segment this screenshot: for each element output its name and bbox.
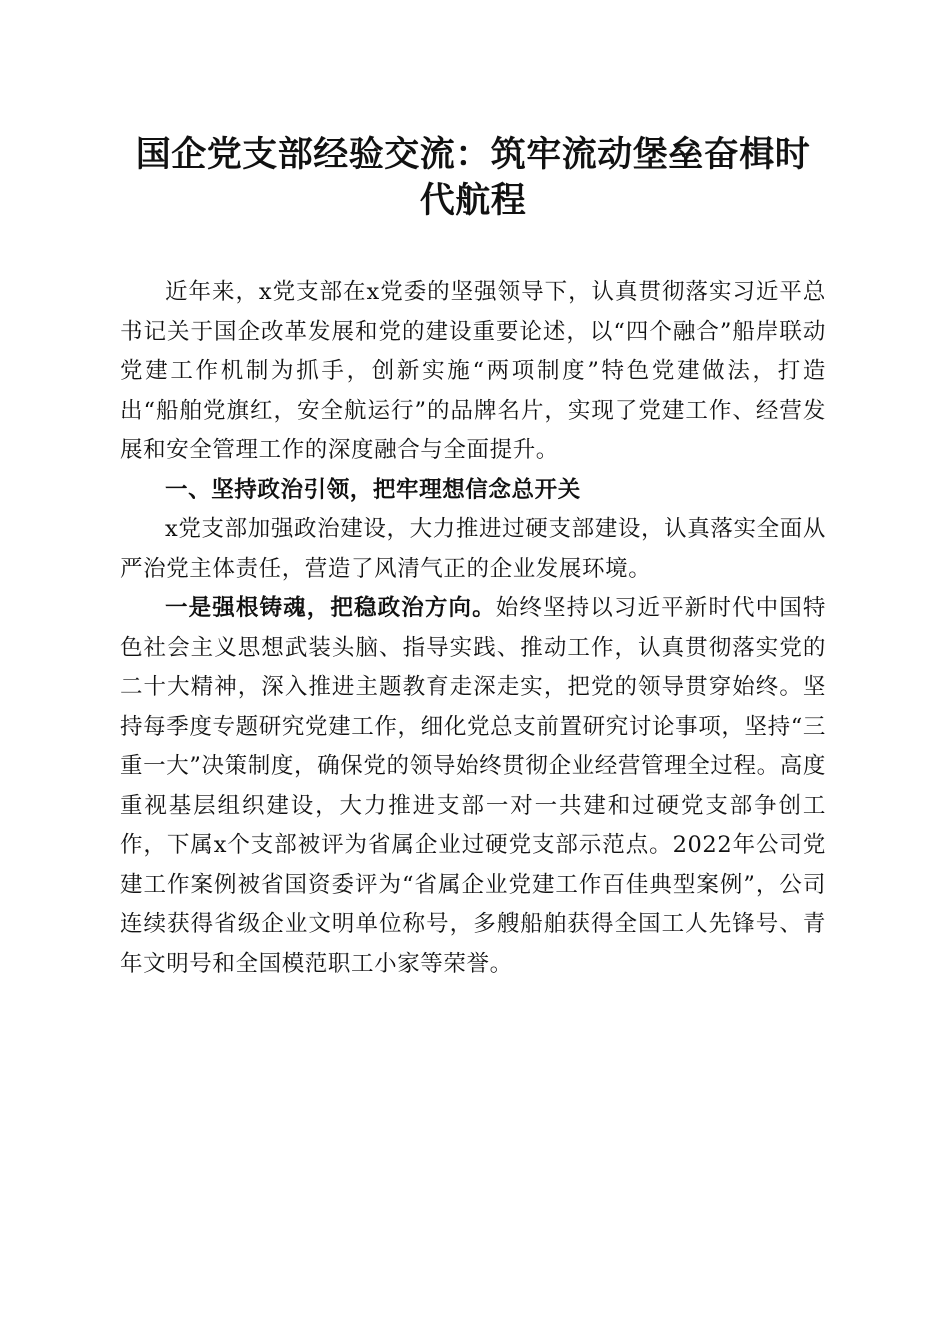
section-paragraph-1: x党支部加强政治建设，大力推进过硬支部建设，认真落实全面从严治党主体责任，营造了风清气正的企业发展环境。 — [120, 516, 826, 582]
intro-paragraph: 近年来，x党支部在x党委的坚强领导下，认真贯彻落实习近平总书记关于国企改革发展和党的建设重要论述，以“四个融合”船岸联动党建工作机制为抓手，创新实施“两项制度”特色党建做法，打造出“船舶党旗红，安全航运行”的品牌名片，实现了党建工作、经营发展和安全管理工作的深度融合与全面提升。 — [120, 279, 826, 463]
title-spacer — [120, 224, 826, 273]
document-page — [120, 132, 826, 984]
paragraph-lead-phrase: 一是强根铸魂，把稳政治方向。 — [165, 595, 496, 621]
section-paragraph-2 — [120, 589, 826, 984]
document-title: 国企党支部经验交流：筑牢流动堡垒奋楫时代航程 — [135, 135, 811, 221]
paragraph-body: 始终坚持以习近平新时代中国特色社会主义思想武装头脑、指导实践、推动工作，认真贯彻落实党的二十大精神，深入推进主题教育走深走实，把党的领导贯穿始终。坚持每季度专题研究党建工作，细化党总支前置研究讨论事项，坚持“三重一大”决策制度，确保党的领导始终贯彻企业经营管理全过程。高度重视基层组织建设，大力推进支部一对一共建和过硬党支部争创工作，下属x个支部被评为省属企业过硬党支部示范点。2022年公司党建工作案例被省国资委评为“省属企业党建工作百佳典型案例”，公司连续获得省级企业文明单位称号，多艘船舶获得全国工人先锋号、青年文明号和全国模范职工小家等荣誉。 — [120, 595, 826, 977]
section-heading: 一、坚持政治引领，把牢理想信念总开关 — [165, 476, 581, 503]
